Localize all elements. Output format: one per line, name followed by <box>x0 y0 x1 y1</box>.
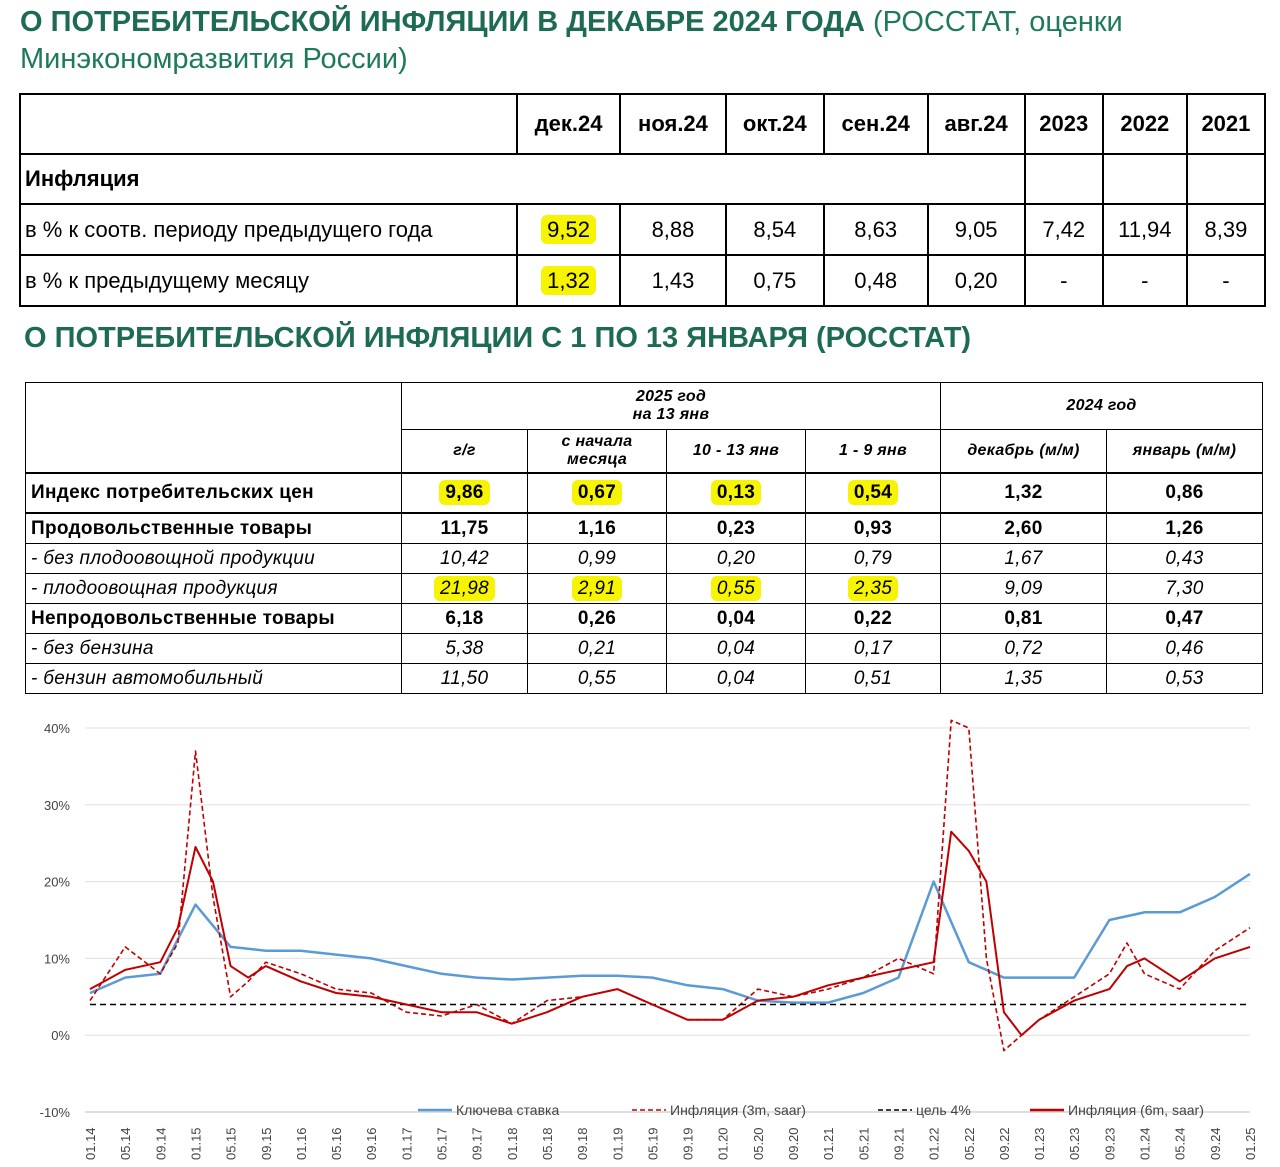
cell: 0,21 <box>528 634 667 664</box>
cell: 6,18 <box>402 604 528 634</box>
cell: 8,63 <box>824 204 928 255</box>
table1-header-row <box>20 94 1265 154</box>
cell: 11,50 <box>402 664 528 694</box>
x-tick-label: 09.18 <box>575 1127 591 1160</box>
table-row <box>26 664 1263 694</box>
cell: 0,20 <box>667 544 806 574</box>
header-empty <box>26 383 402 474</box>
inflation-december-table <box>19 93 1266 307</box>
cell <box>528 473 667 513</box>
row-label: в % к предыдущему месяцу <box>20 255 517 306</box>
chart-gridlines <box>85 728 1250 1112</box>
cell <box>667 574 806 604</box>
inflation-chart <box>0 700 1280 1167</box>
subheader: 10 - 13 янв <box>667 430 806 474</box>
cell: 1,67 <box>941 544 1107 574</box>
highlighted-value: 21,98 <box>434 576 495 601</box>
x-tick-label: 09.19 <box>680 1127 696 1160</box>
x-tick-label: 01.16 <box>293 1127 309 1160</box>
cell: 2,60 <box>941 513 1107 544</box>
cell: 0,99 <box>528 544 667 574</box>
col-header: окт.24 <box>726 94 824 154</box>
legend-label: Ключева ставка <box>456 1102 560 1118</box>
table-row <box>26 513 1263 544</box>
table2-group-header <box>26 383 1263 430</box>
row-label: - плодоовощная продукция <box>26 574 402 604</box>
cell: 0,23 <box>667 513 806 544</box>
cell: 0,47 <box>1107 604 1263 634</box>
empty-cell <box>928 154 1025 204</box>
cell: 10,42 <box>402 544 528 574</box>
highlighted-value: 9,52 <box>541 215 596 244</box>
col-header: 2023 <box>1025 94 1103 154</box>
legend-label: Инфляция (3m, saar) <box>670 1102 806 1118</box>
x-tick-label: 05.18 <box>539 1127 555 1160</box>
subheader: с начала месяца <box>528 430 667 474</box>
cell: - <box>1103 255 1187 306</box>
col-header: ноя.24 <box>620 94 726 154</box>
empty-cell <box>1103 154 1187 204</box>
section-title: О ПОТРЕБИТЕЛЬСКОЙ ИНФЛЯЦИИ С 1 ПО 13 ЯНВАРЯ (РОССТАТ) <box>24 322 972 354</box>
cell: 0,48 <box>824 255 928 306</box>
x-tick-label: 05.15 <box>223 1127 239 1160</box>
cell: 0,81 <box>941 604 1107 634</box>
x-tick-label: 05.14 <box>118 1127 134 1160</box>
group-header-line: на 13 янв <box>632 406 710 423</box>
row-label: - без плодоовощной продукции <box>26 544 402 574</box>
cell <box>402 473 528 513</box>
row-label: Непродовольственные товары <box>26 604 402 634</box>
x-tick-label: 09.22 <box>996 1127 1012 1160</box>
cell: 0,22 <box>806 604 941 634</box>
x-tick-label: 09.16 <box>364 1127 380 1160</box>
cell: 1,26 <box>1107 513 1263 544</box>
table-row <box>26 604 1263 634</box>
x-tick-label: 05.20 <box>750 1127 766 1160</box>
cell: 9,09 <box>941 574 1107 604</box>
x-tick-label: 01.25 <box>1243 1127 1258 1160</box>
cell: 0,46 <box>1107 634 1263 664</box>
page-title <box>20 4 1276 78</box>
cell: 0,51 <box>806 664 941 694</box>
cell: - <box>1187 255 1265 306</box>
cell: 0,79 <box>806 544 941 574</box>
table-row <box>26 473 1263 513</box>
cell <box>806 473 941 513</box>
row-label: - бензин автомобильный <box>26 664 402 694</box>
cell <box>667 473 806 513</box>
x-tick-label: 01.19 <box>610 1127 626 1160</box>
cell: 0,20 <box>928 255 1025 306</box>
subheader: декабрь (м/м) <box>941 430 1107 474</box>
x-tick-label: 01.20 <box>715 1127 731 1160</box>
x-tick-label: 09.21 <box>891 1127 907 1160</box>
col-header: дек.24 <box>517 94 620 154</box>
title-normal: (РОССТАТ, оценки Минэкономразвития России) <box>20 6 1123 75</box>
cell: 1,16 <box>528 513 667 544</box>
highlighted-value: 0,54 <box>848 480 898 505</box>
table-row <box>26 544 1263 574</box>
section-label: Инфляция <box>20 154 928 204</box>
empty-cell <box>1025 154 1103 204</box>
empty-cell <box>1187 154 1265 204</box>
cell: 0,93 <box>806 513 941 544</box>
highlighted-value: 0,67 <box>572 480 622 505</box>
y-tick-label: -10% <box>39 1105 70 1120</box>
cell: 0,86 <box>1107 473 1263 513</box>
cell: 0,04 <box>667 634 806 664</box>
highlighted-value: 9,86 <box>439 480 489 505</box>
x-tick-label: 01.15 <box>188 1127 204 1160</box>
x-tick-label: 01.22 <box>926 1127 942 1160</box>
cell: 7,42 <box>1025 204 1103 255</box>
x-tick-label: 05.22 <box>961 1127 977 1160</box>
col-header: сен.24 <box>824 94 928 154</box>
highlighted-value: 0,13 <box>711 480 761 505</box>
cell <box>402 574 528 604</box>
row-label: в % к соотв. периоду предыдущего года <box>20 204 517 255</box>
highlighted-value: 1,32 <box>541 266 596 295</box>
cell: 11,75 <box>402 513 528 544</box>
x-tick-label: 05.19 <box>645 1127 661 1160</box>
cell: 0,75 <box>726 255 824 306</box>
cell <box>517 204 620 255</box>
cell: - <box>1025 255 1103 306</box>
cell: 8,54 <box>726 204 824 255</box>
col-header: 2022 <box>1103 94 1187 154</box>
row-label: Продовольственные товары <box>26 513 402 544</box>
x-tick-label: 05.21 <box>856 1127 872 1160</box>
x-tick-label: 09.24 <box>1207 1127 1223 1160</box>
x-tick-label: 01.24 <box>1137 1127 1153 1160</box>
cell: 0,26 <box>528 604 667 634</box>
inflation-january-table <box>25 382 1263 694</box>
cell: 1,43 <box>620 255 726 306</box>
x-tick-label: 05.17 <box>434 1127 450 1160</box>
col-header: 2021 <box>1187 94 1265 154</box>
x-tick-label: 05.24 <box>1172 1127 1188 1160</box>
legend-label: цель 4% <box>916 1102 971 1118</box>
y-tick-label: 0% <box>51 1028 70 1044</box>
legend-label: Инфляция (6m, saar) <box>1068 1102 1204 1118</box>
x-tick-label: 01.21 <box>821 1127 837 1160</box>
cell: 1,32 <box>941 473 1107 513</box>
subheader: г/г <box>402 430 528 474</box>
cell: 1,35 <box>941 664 1107 694</box>
x-tick-label: 09.23 <box>1102 1127 1118 1160</box>
subheader: 1 - 9 янв <box>806 430 941 474</box>
header-empty <box>20 94 517 154</box>
cell: 0,72 <box>941 634 1107 664</box>
chart-series <box>90 720 1250 1050</box>
x-tick-label: 09.15 <box>258 1127 274 1160</box>
cell: 0,04 <box>667 604 806 634</box>
x-axis-ticks <box>83 1127 1258 1160</box>
series-line <box>90 874 1250 1003</box>
cell: 0,53 <box>1107 664 1263 694</box>
x-tick-label: 09.20 <box>786 1127 802 1160</box>
highlighted-value: 2,91 <box>572 576 622 601</box>
table-row <box>26 574 1263 604</box>
group-header-2024: 2024 год <box>941 383 1263 430</box>
x-tick-label: 05.16 <box>329 1127 345 1160</box>
cell: 9,05 <box>928 204 1025 255</box>
table-row <box>26 634 1263 664</box>
y-axis-ticks <box>40 721 71 1120</box>
x-tick-label: 09.17 <box>469 1127 485 1160</box>
x-tick-label: 01.17 <box>399 1127 415 1160</box>
table-row <box>20 204 1265 255</box>
cell: 5,38 <box>402 634 528 664</box>
x-tick-label: 05.23 <box>1067 1127 1083 1160</box>
cell: 0,43 <box>1107 544 1263 574</box>
chart-legend <box>418 1102 1204 1118</box>
cell <box>517 255 620 306</box>
y-tick-label: 20% <box>43 874 70 890</box>
cell <box>806 574 941 604</box>
group-header-line: 2025 год <box>635 388 707 405</box>
y-tick-label: 40% <box>43 721 70 736</box>
row-label: - без бензина <box>26 634 402 664</box>
highlighted-value: 2,35 <box>848 576 898 601</box>
x-tick-label: 01.18 <box>504 1127 520 1160</box>
row-label: Индекс потребительских цен <box>26 473 402 513</box>
cell: 0,04 <box>667 664 806 694</box>
y-tick-label: 10% <box>43 951 70 967</box>
x-tick-label: 01.14 <box>83 1127 98 1160</box>
y-tick-label: 30% <box>43 797 70 813</box>
cell: 11,94 <box>1103 204 1187 255</box>
col-header: авг.24 <box>928 94 1025 154</box>
cell: 7,30 <box>1107 574 1263 604</box>
table-row <box>20 255 1265 306</box>
group-header-2025 <box>402 383 941 430</box>
title-bold: О ПОТРЕБИТЕЛЬСКОЙ ИНФЛЯЦИИ В ДЕКАБРЕ 2024 ГОДА <box>20 6 865 38</box>
cell: 0,17 <box>806 634 941 664</box>
subheader: январь (м/м) <box>1107 430 1263 474</box>
cell: 0,55 <box>528 664 667 694</box>
cell: 8,39 <box>1187 204 1265 255</box>
cell <box>528 574 667 604</box>
x-tick-label: 09.14 <box>153 1127 169 1160</box>
table1-section-row <box>20 154 1265 204</box>
highlighted-value: 0,55 <box>711 576 761 601</box>
x-tick-label: 01.23 <box>1032 1127 1048 1160</box>
cell: 8,88 <box>620 204 726 255</box>
